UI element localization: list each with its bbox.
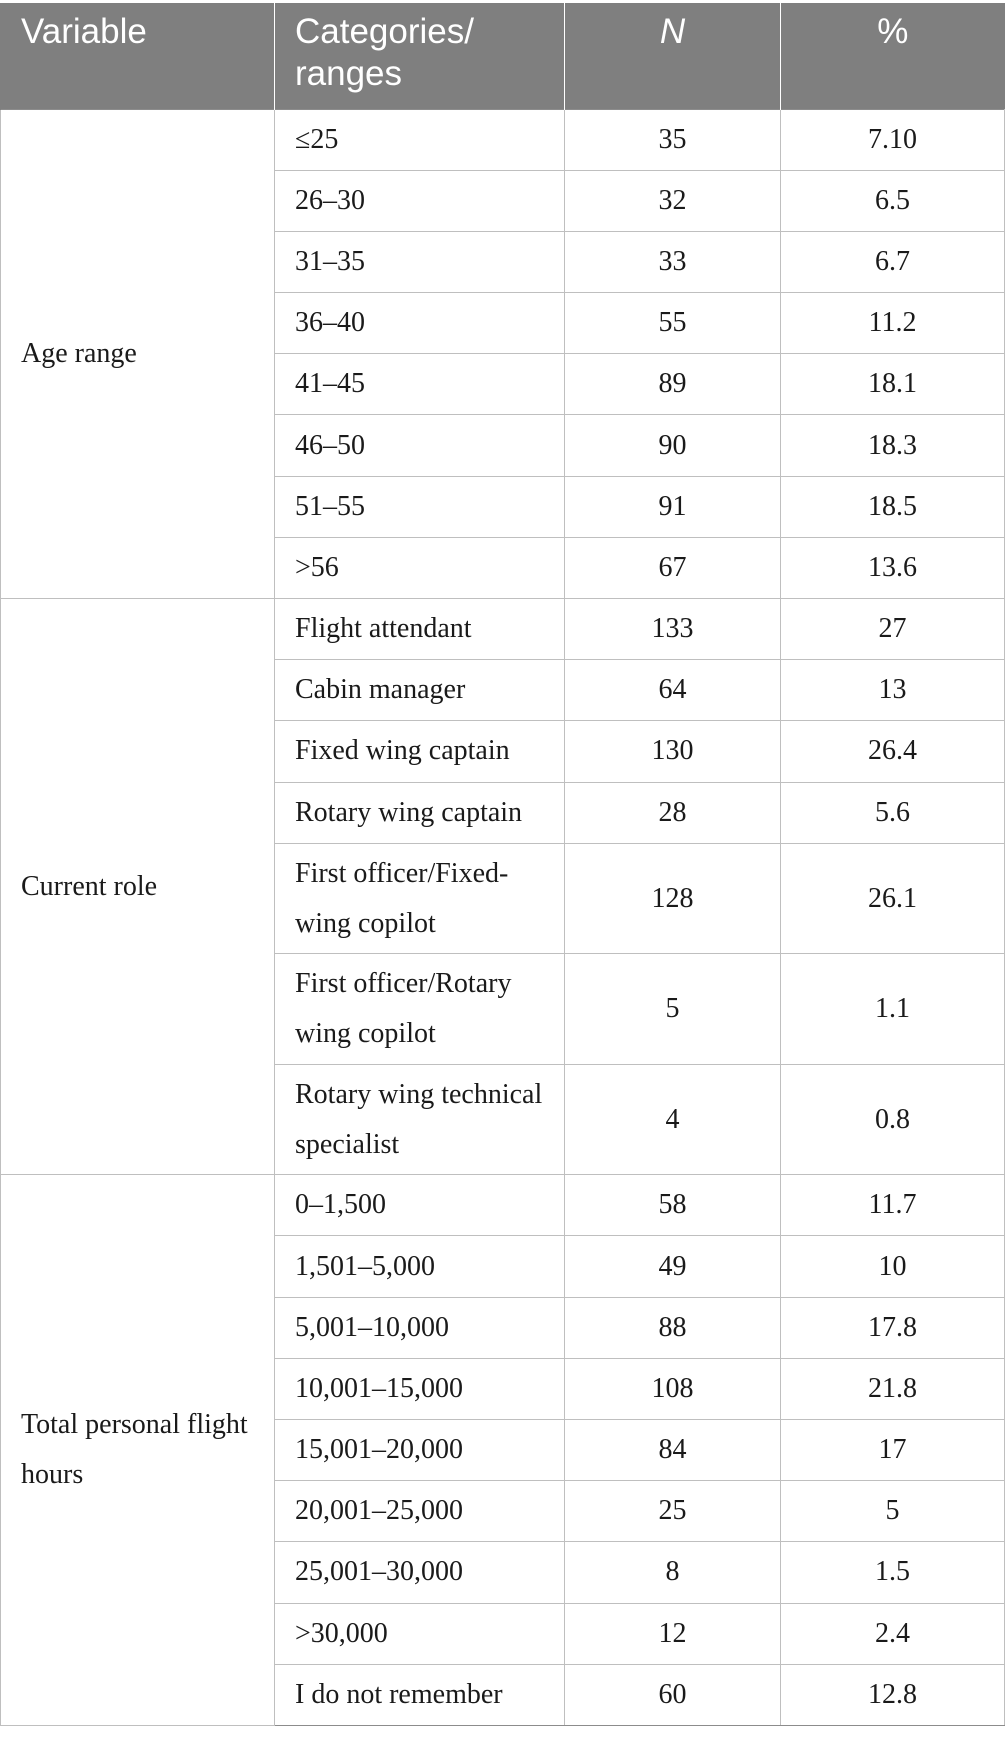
header-row xyxy=(1,3,1005,109)
variable-cell: Total personal flight hours xyxy=(1,1175,275,1726)
n-cell: 88 xyxy=(565,1297,781,1358)
percent-cell: 12.8 xyxy=(781,1664,1005,1725)
n-cell: 25 xyxy=(565,1481,781,1542)
percent-cell: 5.6 xyxy=(781,782,1005,843)
header-variable: Variable xyxy=(1,3,275,109)
category-cell: 0–1,500 xyxy=(275,1175,565,1236)
category-cell: ≤25 xyxy=(275,109,565,170)
n-cell: 67 xyxy=(565,537,781,598)
percent-cell: 0.8 xyxy=(781,1064,1005,1175)
n-cell: 89 xyxy=(565,354,781,415)
category-cell: 20,001–25,000 xyxy=(275,1481,565,1542)
n-cell: 5 xyxy=(565,954,781,1065)
table-row xyxy=(1,109,1005,170)
category-cell: >56 xyxy=(275,537,565,598)
percent-cell: 27 xyxy=(781,599,1005,660)
n-cell: 35 xyxy=(565,109,781,170)
category-cell: Flight attendant xyxy=(275,599,565,660)
percent-cell: 17 xyxy=(781,1420,1005,1481)
category-cell: First officer/Fixed-wing copilot xyxy=(275,843,565,954)
demographics-table xyxy=(0,3,1005,1726)
category-cell: Rotary wing technical specialist xyxy=(275,1064,565,1175)
category-cell: 1,501–5,000 xyxy=(275,1236,565,1297)
percent-cell: 18.1 xyxy=(781,354,1005,415)
category-cell: 46–50 xyxy=(275,415,565,476)
n-cell: 4 xyxy=(565,1064,781,1175)
category-cell: >30,000 xyxy=(275,1603,565,1664)
category-cell: Fixed wing captain xyxy=(275,721,565,782)
n-cell: 64 xyxy=(565,660,781,721)
category-cell: Cabin manager xyxy=(275,660,565,721)
category-cell: 36–40 xyxy=(275,293,565,354)
category-cell: Rotary wing captain xyxy=(275,782,565,843)
header-n xyxy=(565,3,781,109)
percent-cell: 11.7 xyxy=(781,1175,1005,1236)
category-cell: 31–35 xyxy=(275,231,565,292)
header-percent: % xyxy=(781,3,1005,109)
category-cell: 41–45 xyxy=(275,354,565,415)
n-cell: 32 xyxy=(565,170,781,231)
n-cell: 91 xyxy=(565,476,781,537)
percent-cell: 11.2 xyxy=(781,293,1005,354)
percent-cell: 6.7 xyxy=(781,231,1005,292)
percent-cell: 1.1 xyxy=(781,954,1005,1065)
category-cell: 5,001–10,000 xyxy=(275,1297,565,1358)
percent-cell: 13.6 xyxy=(781,537,1005,598)
percent-cell: 17.8 xyxy=(781,1297,1005,1358)
n-cell: 133 xyxy=(565,599,781,660)
percent-cell: 26.4 xyxy=(781,721,1005,782)
category-cell: 10,001–15,000 xyxy=(275,1358,565,1419)
percent-cell: 5 xyxy=(781,1481,1005,1542)
n-cell: 55 xyxy=(565,293,781,354)
n-cell: 8 xyxy=(565,1542,781,1603)
category-cell: 25,001–30,000 xyxy=(275,1542,565,1603)
header-n-label: N xyxy=(659,12,686,51)
percent-cell: 1.5 xyxy=(781,1542,1005,1603)
n-cell: 33 xyxy=(565,231,781,292)
n-cell: 108 xyxy=(565,1358,781,1419)
n-cell: 49 xyxy=(565,1236,781,1297)
percent-cell: 18.5 xyxy=(781,476,1005,537)
n-cell: 60 xyxy=(565,1664,781,1725)
table-row xyxy=(1,599,1005,660)
percent-cell: 10 xyxy=(781,1236,1005,1297)
category-cell: I do not remember xyxy=(275,1664,565,1725)
table-header xyxy=(1,3,1005,109)
category-cell: 15,001–20,000 xyxy=(275,1420,565,1481)
n-cell: 12 xyxy=(565,1603,781,1664)
n-cell: 84 xyxy=(565,1420,781,1481)
variable-cell: Current role xyxy=(1,599,275,1175)
n-cell: 130 xyxy=(565,721,781,782)
n-cell: 28 xyxy=(565,782,781,843)
n-cell: 90 xyxy=(565,415,781,476)
table-row xyxy=(1,1175,1005,1236)
percent-cell: 21.8 xyxy=(781,1358,1005,1419)
percent-cell: 6.5 xyxy=(781,170,1005,231)
percent-cell: 26.1 xyxy=(781,843,1005,954)
n-cell: 58 xyxy=(565,1175,781,1236)
category-cell: 51–55 xyxy=(275,476,565,537)
category-cell: 26–30 xyxy=(275,170,565,231)
percent-cell: 2.4 xyxy=(781,1603,1005,1664)
percent-cell: 7.10 xyxy=(781,109,1005,170)
category-cell: First officer/Rotary wing copilot xyxy=(275,954,565,1065)
percent-cell: 13 xyxy=(781,660,1005,721)
header-categories: Categories/ ranges xyxy=(275,3,565,109)
table-body xyxy=(1,109,1005,1725)
n-cell: 128 xyxy=(565,843,781,954)
variable-cell: Age range xyxy=(1,109,275,599)
percent-cell: 18.3 xyxy=(781,415,1005,476)
